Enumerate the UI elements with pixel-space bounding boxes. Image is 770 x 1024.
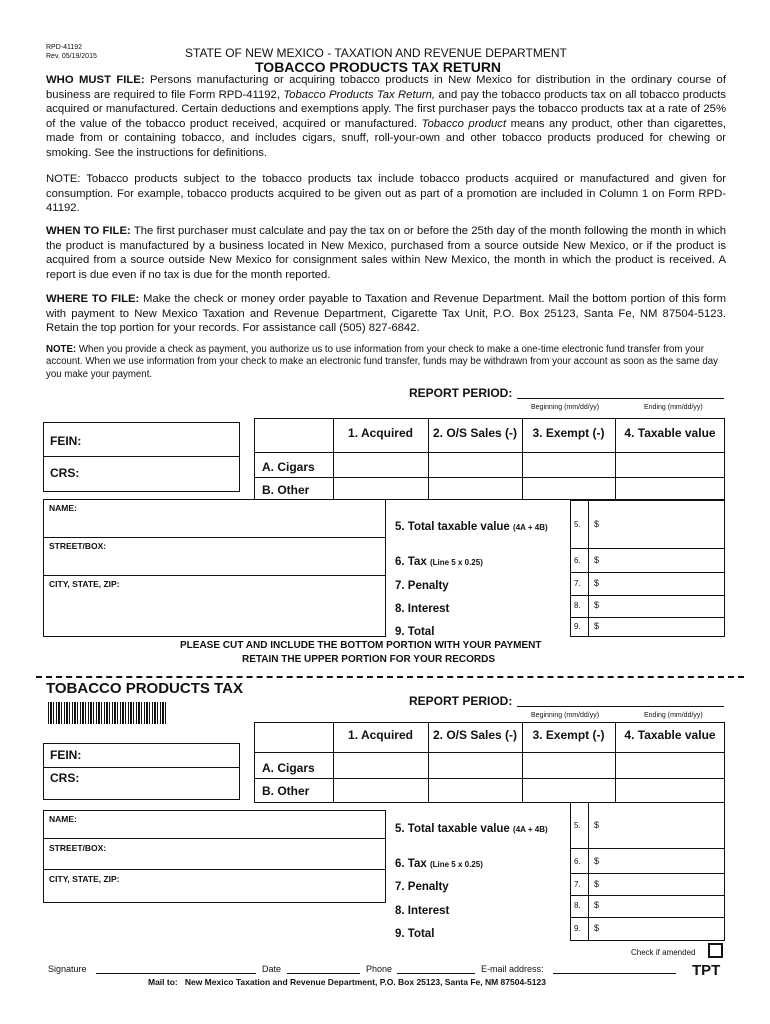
address-divider	[43, 869, 386, 870]
where-to-file-paragraph	[46, 292, 726, 336]
who-italic: Tobacco Products Tax Return,	[283, 88, 436, 101]
report-period-label-2: REPORT PERIOD:	[409, 694, 513, 708]
n8: 8.	[574, 601, 581, 610]
note2-text: When you provide a check as payment, you authorize us to use information from your check to make a one-time electronic fund transfer from your account. When we use information from your check to make an electronic fund transfer, funds may be withdrawn from your account as soon as the same day you make your payment.	[46, 344, 718, 380]
dollar-sign: $	[594, 519, 600, 529]
who-label: WHO MUST FILE:	[46, 74, 145, 86]
totals-col-divider	[588, 802, 589, 941]
totals-row-divider	[570, 917, 725, 918]
date-field[interactable]	[287, 973, 360, 974]
line6-label-2	[395, 858, 483, 870]
mail-to-line	[148, 977, 546, 987]
revision-date: Rev. 05/19/2015	[46, 53, 97, 60]
n5: 5.	[574, 520, 581, 529]
city-label-2: CITY, STATE, ZIP:	[49, 874, 120, 884]
fein-label: FEIN:	[50, 434, 82, 448]
line5-text-2: 5. Total taxable value	[395, 823, 510, 835]
ending-label-2: Ending (mm/dd/yy)	[644, 712, 703, 719]
line6-label	[395, 556, 483, 568]
crs-input[interactable]	[90, 460, 235, 488]
signature-label: Signature	[48, 964, 87, 974]
where-label: WHERE TO FILE:	[46, 293, 140, 305]
line6-note: (Line 5 x 0.25)	[429, 558, 483, 567]
n6: 6.	[574, 556, 581, 565]
totals-row-divider	[570, 873, 725, 874]
phone-label: Phone	[366, 964, 393, 974]
col-exempt-2: 3. Exempt (-)	[532, 728, 605, 742]
line5-label-2	[395, 823, 548, 835]
dollar-sign: $	[594, 600, 600, 610]
who-italic-2: Tobacco product	[421, 117, 507, 130]
where-text: Make the check or money order payable to Taxation and Revenue Department. Mail the bottom portion of this form with payment to New Mexico Taxation and Revenue Department, Cigarette Tax Unit, P.O. Box 25123, Santa Fe, NM 87504-5123. Retain the top portion for your records. For assistance call (505) 827-6842.	[46, 293, 726, 334]
beginning-label: Beginning (mm/dd/yy)	[531, 404, 600, 411]
department-heading: STATE OF NEW MEXICO - TAXATION AND REVENUE DEPARTMENT	[185, 46, 567, 60]
email-label: E-mail address:	[481, 964, 544, 974]
note-paragraph: NOTE: Tobacco products subject to the tobacco products tax include tobacco products acquired or manufactured and given for consumption. For example, tobacco products acquired to be given out as part of a promotion are included in Column 1 on Form RPD-41192.	[46, 173, 726, 214]
totals-row-divider	[570, 848, 725, 849]
ending-label: Ending (mm/dd/yy)	[644, 404, 703, 411]
name-label-2: NAME:	[49, 814, 77, 824]
dollar-sign: $	[594, 820, 600, 830]
when-to-file-paragraph	[46, 224, 726, 282]
n5-2: 5.	[574, 821, 581, 830]
address-divider	[43, 537, 386, 538]
cut-instruction: PLEASE CUT AND INCLUDE THE BOTTOM PORTION WITH YOUR PAYMENT	[180, 640, 542, 651]
table-row-divider	[254, 477, 725, 478]
beginning-label-2: Beginning (mm/dd/yy)	[531, 712, 600, 719]
totals-row-divider	[570, 595, 725, 596]
dollar-sign: $	[594, 879, 600, 889]
line5-label	[395, 521, 548, 533]
dollar-sign: $	[594, 900, 600, 910]
cut-line	[36, 676, 744, 678]
col-acquired-2: 1. Acquired	[348, 728, 413, 742]
line7-label: 7. Penalty	[395, 580, 449, 592]
dollar-sign: $	[594, 856, 600, 866]
email-field[interactable]	[553, 973, 676, 974]
line5-note-2: (4A + 4B)	[513, 825, 548, 834]
form-id: RPD-41192	[46, 44, 83, 51]
n6-2: 6.	[574, 857, 581, 866]
address-divider	[43, 838, 386, 839]
totals-row-divider	[570, 617, 725, 618]
mail-to-label: Mail to:	[148, 977, 178, 987]
who-text-1: Persons manufacturing or acquiring tobacco products in New Mexico for distribution in the ordinary course of business are required to file Form RPD-41192,	[46, 74, 726, 101]
phone-field[interactable]	[397, 973, 475, 974]
street-label-2: STREET/BOX:	[49, 843, 107, 853]
line6-note-2: (Line 5 x 0.25)	[429, 860, 483, 869]
city-label: CITY, STATE, ZIP:	[49, 579, 120, 589]
payment-note	[46, 344, 726, 381]
name-label: NAME:	[49, 503, 77, 513]
when-text: The first purchaser must calculate and pay the tax on or before the 25th day of the month following the month in which the product is manufactured by a business located in New Mexico, purchased from a source outside New Mexico, or if the product is acquired from a source outside New Mexico for consignment sales within New Mexico, the month in which the product is received. A report is due even if no tax is due for the month reported.	[46, 225, 727, 281]
line7-label-2: 7. Penalty	[395, 881, 449, 893]
line9-label: 9. Total	[395, 626, 435, 638]
line8-label: 8. Interest	[395, 603, 450, 615]
who-must-file-paragraph	[46, 73, 726, 160]
col-os-sales-2: 2. O/S Sales (-)	[432, 728, 518, 742]
line5-note: (4A + 4B)	[513, 523, 548, 532]
n7-2: 7.	[574, 880, 581, 889]
fein-input[interactable]	[90, 426, 235, 454]
report-period-label: REPORT PERIOD:	[409, 386, 513, 400]
page-title: TOBACCO PRODUCTS TAX RETURN	[255, 59, 502, 75]
fein-input-2[interactable]	[90, 745, 235, 765]
crs-label: CRS:	[50, 466, 80, 480]
n8-2: 8.	[574, 901, 581, 910]
when-label: WHEN TO FILE:	[46, 225, 131, 237]
col-exempt: 3. Exempt (-)	[532, 426, 605, 440]
voucher-title: TOBACCO PRODUCTS TAX	[46, 680, 243, 697]
report-period-line[interactable]	[517, 398, 724, 399]
check-amended-label: Check if amended	[631, 948, 696, 957]
table-row-divider	[254, 752, 725, 753]
date-label: Date	[262, 964, 282, 974]
dollar-sign: $	[594, 621, 600, 631]
n9: 9.	[574, 622, 581, 631]
fein-divider-2	[43, 767, 240, 768]
note2-label: NOTE:	[46, 344, 77, 355]
crs-label-2: CRS:	[50, 771, 80, 785]
row-other: B. Other	[262, 483, 310, 497]
barcode-image	[48, 702, 166, 724]
col-acquired: 1. Acquired	[348, 426, 413, 440]
totals-row-divider	[570, 895, 725, 896]
who-text-2: and pay the tobacco products tax on all tobacco products acquired or manufactured. Certain deductions and exemptions apply. The first purchaser pays the tobacco products tax at a rate of 25% of the value of the tobacco product received, acquired or manufactured.	[46, 88, 726, 130]
col-taxable-value: 4. Taxable value	[624, 426, 716, 440]
fein-divider	[43, 456, 240, 457]
fein-label-2: FEIN:	[50, 748, 82, 762]
table-row-divider	[254, 778, 725, 779]
row-cigars-2: A. Cigars	[262, 761, 315, 775]
row-cigars: A. Cigars	[262, 460, 315, 474]
col-taxable-value-2: 4. Taxable value	[624, 728, 716, 742]
line5-text: 5. Total taxable value	[395, 521, 510, 533]
crs-input-2[interactable]	[90, 769, 235, 797]
name-address-box	[43, 499, 386, 637]
dollar-sign: $	[594, 555, 600, 565]
n9-2: 9.	[574, 924, 581, 933]
row-other-2: B. Other	[262, 784, 310, 798]
mail-to-address: New Mexico Taxation and Revenue Department, P.O. Box 25123, Santa Fe, NM 87504-5123	[184, 977, 546, 987]
form-code: TPT	[692, 962, 721, 979]
report-period-line-2[interactable]	[517, 706, 724, 707]
dollar-sign: $	[594, 578, 600, 588]
street-label: STREET/BOX:	[49, 541, 107, 551]
col-os-sales: 2. O/S Sales (-)	[432, 426, 518, 440]
n7: 7.	[574, 579, 581, 588]
dollar-sign: $	[594, 923, 600, 933]
totals-row-divider	[570, 548, 725, 549]
name-address-box-2	[43, 810, 386, 903]
address-divider	[43, 575, 386, 576]
line6-text-2: 6. Tax	[395, 858, 427, 870]
line6-text: 6. Tax	[395, 556, 427, 568]
line8-label-2: 8. Interest	[395, 905, 450, 917]
totals-row-divider	[570, 572, 725, 573]
retain-instruction: RETAIN THE UPPER PORTION FOR YOUR RECORDS	[242, 654, 495, 665]
line9-label-2: 9. Total	[395, 928, 435, 940]
amended-checkbox[interactable]	[708, 943, 723, 958]
who-text-3: means any product, other than cigarettes, made from or containing tobacco, and includes cigars, snuff, roll-your-own and other tobacco products produced for chewing or smoking. See the instructions for definitions.	[46, 117, 726, 159]
signature-field[interactable]	[96, 973, 256, 974]
table-row-divider	[254, 452, 725, 453]
